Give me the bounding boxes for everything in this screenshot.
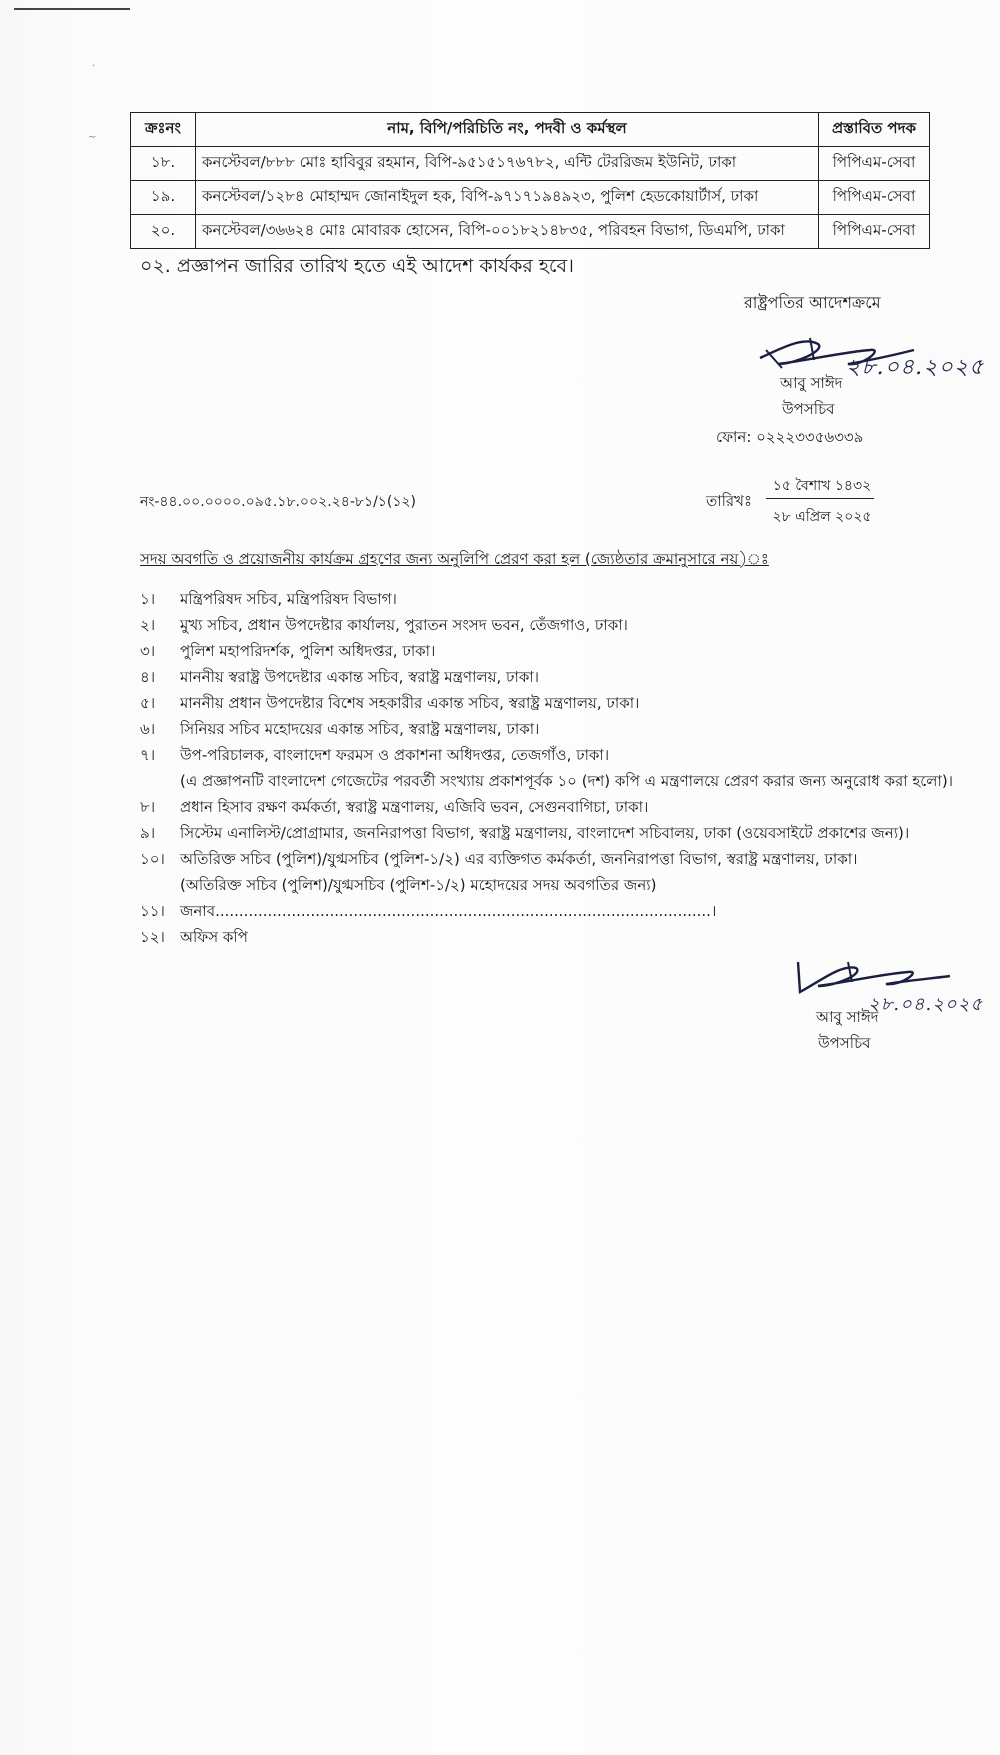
list-item [140, 666, 539, 691]
list-item [140, 614, 628, 639]
row-name: কনস্টেবল/৮৮৮ মোঃ হাবিবুর রহমান, বিপি-৯৫১৫১৭৬৭৮২, এন্টি টেররিজম ইউনিট, ঢাকা [196, 147, 819, 181]
signatory-phone: ফোন: ০২২২৩৩৫৬৩৩৯ [716, 428, 864, 446]
copy-heading: সদয় অবগতি ও প্রয়োজনীয় কার্যক্রম গ্রহণের জন্য অনুলিপি প্রেরণ করা হল (জ্যেষ্ঠতার ক্রমানুসারে নয়)ঃ [140, 550, 769, 568]
date-label: তারিখঃ [706, 492, 752, 510]
item-text: মাননীয় প্রধান উপদেষ্টার বিশেষ সহকারীর একান্ত সচিব, স্বরাষ্ট্র মন্ত্রণালয়, ঢাকা। [180, 694, 640, 712]
memo-number: নং-৪৪.০০.০০০০.০৯৫.১৮.০০২.২৪-৮১/১(১২) [140, 494, 416, 510]
list-item [140, 900, 716, 925]
table-header-row [131, 113, 930, 147]
list-item [140, 692, 639, 717]
item-number: ১। [140, 590, 156, 608]
scan-speck: ~ [88, 132, 97, 143]
list-item [140, 588, 397, 613]
row-name: কনস্টেবল/১২৮৪ মোহাম্মদ জোনাইদুল হক, বিপি-৯৭১৭১৯৪৯২৩, পুলিশ হেডকোয়ার্টার্স, ঢাকা [196, 181, 819, 215]
item-text: সিনিয়র সচিব মহোদয়ের একান্ত সচিব, স্বরাষ্ট্র মন্ত্রণালয়, ঢাকা। [180, 720, 540, 738]
header-medal: প্রস্তাবিত পদক [819, 113, 930, 147]
item-number: ৫। [140, 694, 156, 712]
date-bangla: ১৫ বৈশাখ ১৪৩২ [772, 478, 872, 494]
row-serial: ১৯. [131, 181, 196, 215]
item-number: ১২। [140, 928, 165, 946]
item-number: ৪। [140, 668, 156, 686]
signature-date: ২৮.০৪.২০২৫ [868, 994, 984, 1015]
header-serial: ক্রঃনং [131, 113, 196, 147]
item-number: ৭। [140, 746, 156, 764]
item-number: ৩। [140, 642, 156, 660]
item-text: প্রধান হিসাব রক্ষণ কর্মকর্তা, স্বরাষ্ট্র মন্ত্রণালয়, এজিবি ভবন, সেগুনবাগিচা, ঢাকা। [180, 798, 649, 816]
item-number: ২। [140, 616, 156, 634]
table-row [131, 181, 930, 215]
row-serial: ২০. [131, 215, 196, 249]
item-text: জনাব........................................................................................................। [180, 902, 717, 920]
item-number: ৬। [140, 720, 156, 738]
item-number: ১১। [140, 902, 165, 920]
item-text: উপ-পরিচালক, বাংলাদেশ ফরমস ও প্রকাশনা অধিদপ্তর, তেজগাঁও, ঢাকা। [180, 746, 610, 764]
item-text: মুখ্য সচিব, প্রধান উপদেষ্টার কার্যালয়, পুরাতন সংসদ ভবন, তেঁজগাও, ঢাকা। [180, 616, 628, 634]
signatory-name: আবু সাঈদ [780, 374, 843, 392]
list-item [140, 848, 857, 873]
date-divider [766, 498, 874, 499]
list-item [140, 822, 909, 847]
scan-edge [14, 8, 130, 10]
item-number: ১০। [140, 850, 165, 868]
signatory-name: আবু সাঈদ [816, 1008, 879, 1026]
row-name: কনস্টেবল/৩৬৬২৪ মোঃ মোবারক হোসেন, বিপি-০০১৮২১৪৮৩৫, পরিবহন বিভাগ, ডিএমপি, ঢাকা [196, 215, 819, 249]
table-row [131, 215, 930, 249]
list-item [140, 718, 539, 743]
scan-speck: . [92, 58, 96, 69]
list-item [140, 640, 435, 665]
item-text: পুলিশ মহাপরিদর্শক, পুলিশ অধিদপ্তর, ঢাকা। [180, 642, 436, 660]
header-name: নাম, বিপি/পরিচিতি নং, পদবী ও কর্মস্থল [196, 113, 819, 147]
table-row [131, 147, 930, 181]
row-medal: পিপিএম-সেবা [819, 147, 930, 181]
item-text: অফিস কপি [180, 928, 248, 946]
item-text: অতিরিক্ত সচিব (পুলিশ)/যুগ্মসচিব (পুলিশ-১/২) এর ব্যক্তিগত কর্মকর্তা, জননিরাপত্তা বিভাগ, স্বরাষ্ট্র মন্ত্রণালয়, ঢাকা। [180, 850, 858, 868]
presidential-order-line: রাষ্ট্রপতির আদেশক্রমে [744, 293, 881, 312]
list-item [140, 796, 648, 821]
list-item-note: (অতিরিক্ত সচিব (পুলিশ)/যুগ্মসচিব (পুলিশ-১/২) মহোদয়ের সদয় অবগতির জন্য) [180, 876, 657, 894]
list-item-note: (এ প্রজ্ঞাপনটি বাংলাদেশ গেজেটের পরবর্তী সংখ্যায় প্রকাশপূর্বক ১০ (দশ) কপি এ মন্ত্রণালয়ে প্রেরণ করার জন্য অনুরোধ করা হলো)। [180, 772, 954, 790]
signature-date: ২৮.০৪.২০২৫ [846, 355, 985, 380]
row-medal: পিপিএম-সেবা [819, 215, 930, 249]
effective-clause: ০২. প্রজ্ঞাপন জারির তারিখ হতে এই আদেশ কার্যকর হবে। [140, 255, 574, 277]
item-text: মাননীয় স্বরাষ্ট্র উপদেষ্টার একান্ত সচিব, স্বরাষ্ট্র মন্ত্রণালয়, ঢাকা। [180, 668, 540, 686]
item-number: ৮। [140, 798, 156, 816]
date-english: ২৮ এপ্রিল ২০২৫ [772, 509, 872, 525]
row-medal: পিপিএম-সেবা [819, 181, 930, 215]
signatory-designation: উপসচিব [818, 1034, 871, 1052]
item-number: ৯। [140, 824, 156, 842]
item-text: মন্ত্রিপরিষদ সচিব, মন্ত্রিপরিষদ বিভাগ। [180, 590, 397, 608]
row-serial: ১৮. [131, 147, 196, 181]
list-item [140, 744, 609, 769]
signatory-designation: উপসচিব [782, 400, 835, 418]
list-item [140, 926, 248, 951]
item-text: সিস্টেম এনালিস্ট/প্রোগ্রামার, জননিরাপত্তা বিভাগ, স্বরাষ্ট্র মন্ত্রণালয়, বাংলাদেশ সচিবালয়, ঢাকা (ওয়েবসাইটে প্রকাশের জন্য)। [180, 824, 910, 842]
recipient-table [130, 112, 930, 249]
